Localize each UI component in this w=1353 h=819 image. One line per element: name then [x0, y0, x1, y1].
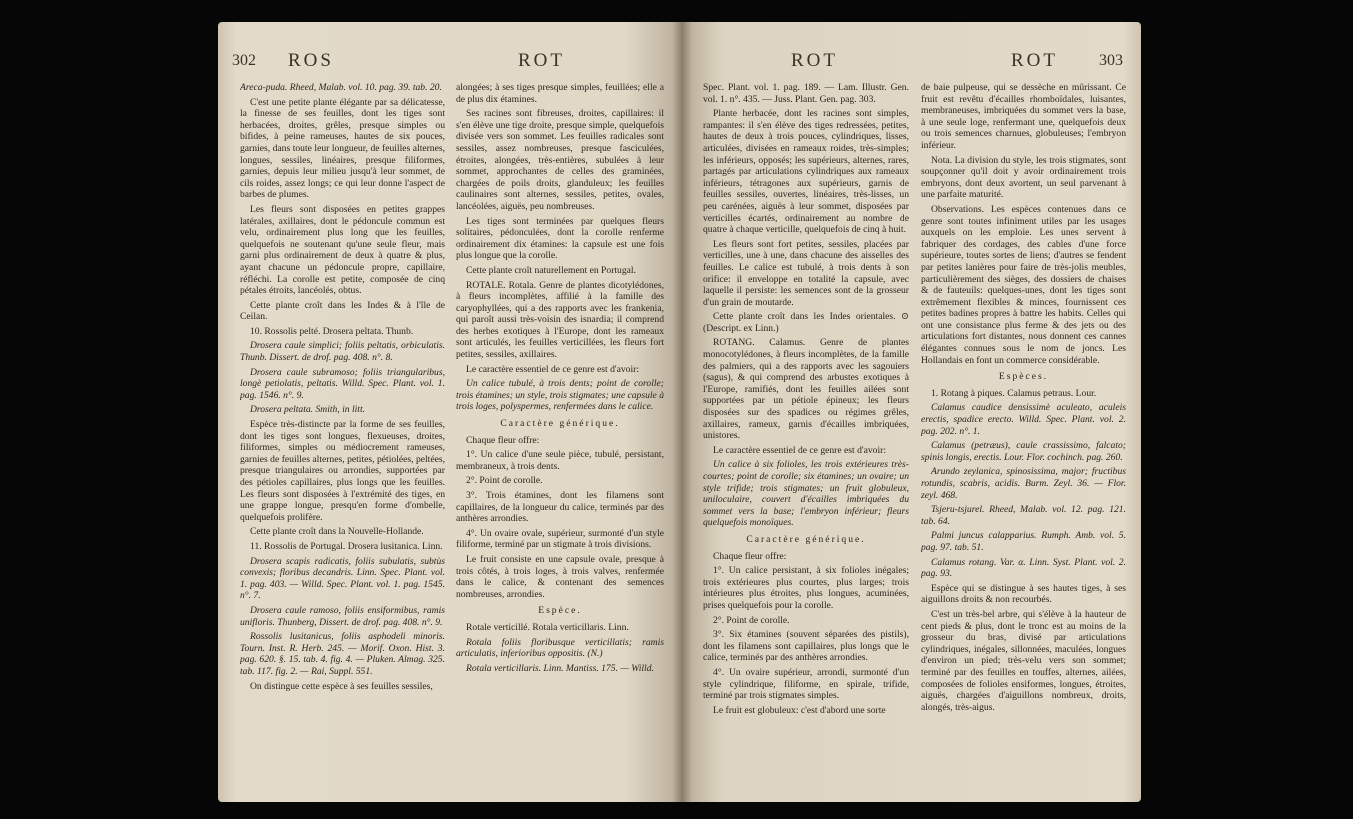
paragraph: Observations. Les espèces contenues dans ce genre sont toutes infiniment utiles par les usages auxquels on les emploie. Les unes servent à fabriquer des cordages, des cables d'une force supérieure, toutes sortes de liens; d'autres se fendent par petites lanières pour faire de très-jolis meubles, particulièrement des sièges, des dossiers de chaises & de fauteuils: quelques-unes, dont les tiges sont extrêmement flexibles & minces, fournissent ces petites badines propres à battre les habits. Celles qui ont une consistance plus ferme & des jets ou des articulations fort distantes, nous donnent ces cannes élégantes connues sous le nom de joncs. Les Hollandais en font un commerce considérable. [921, 203, 1126, 366]
paragraph: Drosera peltata. Smith, in litt. [250, 404, 366, 416]
right-column-2 [921, 82, 1126, 797]
paragraph: Cette plante croît dans la Nouvelle-Hollande. [250, 526, 424, 538]
paragraph: Le caractère essentiel de ce genre est d'avoir: [713, 444, 886, 456]
paragraph: On distingue cette espèce à ses feuilles sessiles, [250, 680, 433, 692]
paragraph: 3°. Six étamines (souvent séparées des pistils), dont les filamens sont capillaires, plus longs que le calice, terminés par des anthères arrondies. [703, 629, 909, 664]
paragraph: Spec. Plant. vol. 1. pag. 189. — Lam. Illustr. Gen. vol. 1. n°. 435. — Juss. Plant. Gen. pag. 303. [703, 82, 909, 105]
paragraph: Cette plante croît dans les Indes orientales. ⊙ (Descript. ex Linn.) [703, 311, 909, 334]
paragraph: de baie pulpeuse, qui se dessèche en mûrissant. Ce fruit est revêtu d'écailles rhomboïdales, luisantes, membraneuses, imbriquées du sommet vers la base, à une seule loge, renfermant une, quelquefois deux ou trois semences charnues, globuleuses; l'embryon inférieur. [921, 82, 1126, 151]
running-head-left-a: ROS [288, 50, 334, 71]
paragraph: Cette plante croît naturellement en Portugal. [466, 264, 636, 276]
right-page [681, 22, 1141, 802]
page-number-left: 302 [232, 52, 256, 69]
paragraph: Palmi juncus calapparius. Rumph. Amb. vol. 5. pag. 97. tab. 51. [921, 530, 1126, 553]
paragraph: alongées; à ses tiges presque simples, feuillées; elle a de plus dix étamines. [456, 82, 664, 105]
right-column-1 [703, 82, 909, 797]
paragraph: Les tiges sont terminées par quelques fleurs solitaires, pédonculées, dont la corolle renferme ordinairement dix étamines: la capsule est une fois plus longue que la corolle. [456, 215, 664, 262]
paragraph: Drosera scapis radicatis, foliis subulatis, subtùs convexis; floribus decandris. Linn. Spec. Plant. vol. 1. pag. 403. — Willd. Spec. Plant. vol. 1. pag. 1545. n°. 7. [240, 555, 445, 602]
running-head-right-b: ROT [1011, 50, 1058, 71]
species-heading: Rotale verticillé. Rotala verticillaris. Linn. [466, 621, 629, 633]
paragraph: Le fruit consiste en une capsule ovale, presque à trois côtés, à trois loges, à trois valves, renfermée dans le calice, & contenant des semences nombreuses, arrondies. [456, 553, 664, 600]
section-heading: Espèces. [998, 371, 1049, 383]
genus-entry: ROTANG. Calamus. Genre de plantes monocotylédones, à fleurs incomplètes, de la famille des palmiers, qui a des rapports avec les sagouiers (sagus), & qui comprend des arbustes exotiques à l'Europe, ramifiés, dont les feuilles ailées sont supportées par un pétiole épineux; les fleurs disposées sur des spadices ou régimes grêles, axillaires, rameux, garnis d'écailles imbriquées, unistores. [703, 337, 909, 442]
paragraph: Calamus (petræus), caule crassissimo, falcato; spinis longis, erectis. Lour. Flor. cochinch. pag. 260. [921, 440, 1126, 463]
paragraph: C'est un très-bel arbre, qui s'élève à la hauteur de cent pieds & plus, dont le tronc est au moins de la grosseur du bras, divisé par articulations cylindriques, inégales, sillonnées, maculées, longues d'environ un pied; très-velu vers son sommet; terminé par des feuilles en touffes, alternes, ailées, composées de folioles ensiformes, longues, étroites, aiguës, chargées d'aiguillons nombreux, droits, alongés, très-aigus. [921, 608, 1126, 713]
paragraph: Le caractère essentiel de ce genre est d'avoir: [466, 363, 639, 375]
paragraph: 2°. Point de corolle. [466, 475, 543, 487]
paragraph: Ses racines sont fibreuses, droites, capillaires: il s'en élève une tige droite, presque simple, quelquefois divisée vers son sommet. Les feuilles radicales sont sessiles, assez nombreuses, presque fasciculées, étroites, alongées, très-entières, subulées à leur sommet, approchantes de celles des graminées, chargées de poils droits, glanduleux; les feuilles caulinaires sont alternes, sessiles, petites, ovales, lancéolées, aiguës, peu nombreuses. [456, 108, 664, 212]
paragraph: Drosera caule simplici; foliis peltatis, orbiculatis. Thunb. Dissert. de drof. pag. 408. n°. 8. [240, 340, 445, 364]
paragraph: Cette plante croît dans les Indes & à l'île de Ceilan. [240, 299, 445, 323]
page-number-right: 303 [1099, 52, 1123, 69]
left-page [218, 22, 681, 802]
paragraph: 2°. Point de corolle. [713, 614, 790, 626]
species-heading: 1. Rotang à piques. Calamus petraus. Lour. [931, 387, 1097, 399]
genus-entry: ROTALE. Rotala. Genre de plantes dicotylédones, à fleurs incomplètes, affilié à la famille des caryophyllées, qui a des rapports avec les frankenia, qui paroît aussi très-voisin des isnardia; il comprend des herbes exotiques à l'Europe, dont les rameaux sont articulés, les feuilles verticillées, les fleurs fort petites, sessiles, axillaires. [456, 279, 664, 361]
paragraph: Rotala foliis floribusque verticillatis; ramis articulatis, inferioribus oppositis. (N.) [456, 636, 664, 660]
paragraph: 4°. Un ovaire supérieur, arrondi, surmonté d'un style cylindrique, filiforme, en spirale, trifide, terminé par trois stigmates simples. [703, 666, 909, 702]
paragraph: Tsjeru-tsjurel. Rheed, Malab. vol. 12. pag. 121. tab. 64. [921, 504, 1126, 527]
section-heading: Espèce. [538, 605, 582, 617]
paragraph: Le fruit est globuleux: c'est d'abord une sorte [713, 704, 886, 716]
paragraph: Calamus caudice densissimè aculeato, aculeis erectis, spadice erecto. Willd. Spec. Plant. vol. 2. pag. 202. n°. 1. [921, 402, 1126, 437]
species-heading: 10. Rossolis pelté. Drosera peltata. Thunb. [250, 325, 414, 337]
paragraph: Chaque fleur offre: [466, 434, 540, 446]
paragraph: Areca-puda. Rheed, Malab. vol. 10. pag. 39. tab. 20. [240, 82, 442, 93]
paragraph: Un calice à six folioles, les trois extérieures très-courtes; point de corolle; six étamines; un ovaire; un style trifide; trois stigmates; un fruit globuleux, uniloculaire, couvert d'écailles imbriquées du sommet vers la base; l'embryon inférieur; fleurs quelquefois monoïques. [703, 459, 909, 529]
left-column-2 [456, 82, 664, 797]
running-head-left-b: ROT [518, 50, 565, 71]
paragraph: 3°. Trois étamines, dont les filamens sont capillaires, de la longueur du calice, terminés par des anthères arrondies. [456, 490, 664, 525]
paragraph: Espèce très-distincte par la forme de ses feuilles, dont les tiges sont longues, flexueuses, droites, filiformes, simples ou médiocrement rameuses, garnies de feuilles alternes, petites, pétiolées, peltées, presque triangulaires ou arrondies, supportées par des pétioles capillaires, plus longs que les feuilles. Les fleurs sont disposées à l'extrémité des tiges, en une grappe longue, presqu'en forme d'ombelle, quelquefois prolifère. [240, 419, 445, 523]
running-head-right-a: ROT [791, 50, 838, 71]
paragraph: Espèce qui se distingue à ses hautes tiges, à ses aiguillons droits & non recourbés. [921, 582, 1126, 606]
paragraph: Rotala verticillaris. Linn. Mantiss. 175. — Willd. [466, 662, 654, 674]
paragraph: Drosera caule subramoso; foliis triangularibus, longè petiolatis, peltatis. Willd. Spec. Plant. vol. 1. pag. 1546. n°. 9. [240, 366, 445, 401]
paragraph: Drosera caule ramoso, foliis ensiformibus, ramis unifloris. Thunberg, Dissert. de drof. pag. 408. n°. 9. [240, 604, 445, 628]
paragraph: 1°. Un calice d'une seule pièce, tubulé, persistant, membraneux, à trois dents. [456, 449, 664, 472]
paragraph: C'est une petite plante élégante par sa délicatesse, la finesse de ses feuilles, dont les tiges sont herbacées, droites, grêles, presque simples ou bifides, à peine rameuses, hautes de six pouces, garnies, dans toute leur longueur, de feuilles alternes, longues, sessiles, linéaires, presque filiformes, garnies, depuis leur milieu jusqu'à leur sommet, de cils roides, assez longs; ce qui leur donne l'aspect de barbes de plumes. [240, 96, 445, 201]
paragraph: Un calice tubulé, à trois dents; point de corolle; trois étamines; un style, trois stigmates; une capsule à trois loges, polyspermes, renfermées dans le calice. [456, 378, 664, 413]
paragraph: 4°. Un ovaire ovale, supérieur, surmonté d'un style filiforme, terminé par un stigmate à trois divisions. [456, 527, 664, 551]
paragraph: Rossolis lusitanicus, foliis asphodeli minoris. Tourn. Inst. R. Herb. 245. — Morif. Oxon. Hist. 3. pag. 620. §. 15. tab. 4. fig. 4. — Pluken. Almag. 325. tab. 117. fig. 2. — Rai, Suppl. 551. [240, 631, 445, 677]
left-column-1 [240, 82, 445, 797]
paragraph: Arundo zeylanica, spinosissima, major; fructibus rotundis, scabris, acidis. Burm. Zeyl. 36. — Flor. zeyl. 468. [921, 466, 1126, 501]
section-heading: Caractère générique. [500, 418, 620, 430]
paragraph: Nota. La division du style, les trois stigmates, sont soupçonner qu'il doit y avoir ordinairement trois embryons, dont deux avortent, un seul parvenant à une parfaite maturité. [921, 154, 1126, 201]
paragraph: Les fleurs sont disposées en petites grappes latérales, axillaires, dont le pédoncule commun est velu, ordinairement plus long que les feuilles, quelquefois ne soutenant qu'une seule fleur, mais garni plus ordinairement de deux à quatre & plus, ayant chacune un pédoncule propre, capillaire, réfléchi. La corolle est petite, composée de cinq pétales étroits, lancéolés, obtus. [240, 203, 445, 297]
paragraph: Chaque fleur offre: [713, 550, 787, 562]
paragraph: Plante herbacée, dont les racines sont simples, rampantes: il s'en élève des tiges redressées, petites, hautes de deux à trois pouces, cylindriques, lisses, articulées, divisées en rameaux roides, très-simples; les inférieurs, opposés; les supérieurs, alternes, rares, partagés par articulations cylindriques aux rameaux inférieurs, tétragones aux supérieurs, garnis de feuilles sessiles, ouvertes, linéaires, très-lisses, un peu carénées, aiguës à leur sommet, disposées par verticilles écartés, ordinairement au nombre de quatre à chaque verticille, quelquefois de cinq à huit. [703, 108, 909, 236]
paragraph: Les fleurs sont fort petites, sessiles, placées par verticilles, une à une, dans chacune des aisselles des feuilles. Le calice est tubulé, à trois dents à son orifice: il enveloppe en totalité la capsule, avec laquelle il persiste: les semences sont de la grosseur d'un grain de moutarde. [703, 238, 909, 308]
species-heading: 11. Rossolis de Portugal. Drosera lusitanica. Linn. [250, 540, 443, 552]
section-heading: Caractère générique. [746, 533, 866, 545]
paragraph: 1°. Un calice persistant, à six folioles inégales; trois extérieures plus courtes, plus larges; trois intérieures plus étroites, plus longues, acuminées, prises quelquefois pour la corolle. [703, 565, 909, 611]
paragraph: Calamus rotang. Var. α. Linn. Syst. Plant. vol. 2. pag. 93. [921, 556, 1126, 580]
